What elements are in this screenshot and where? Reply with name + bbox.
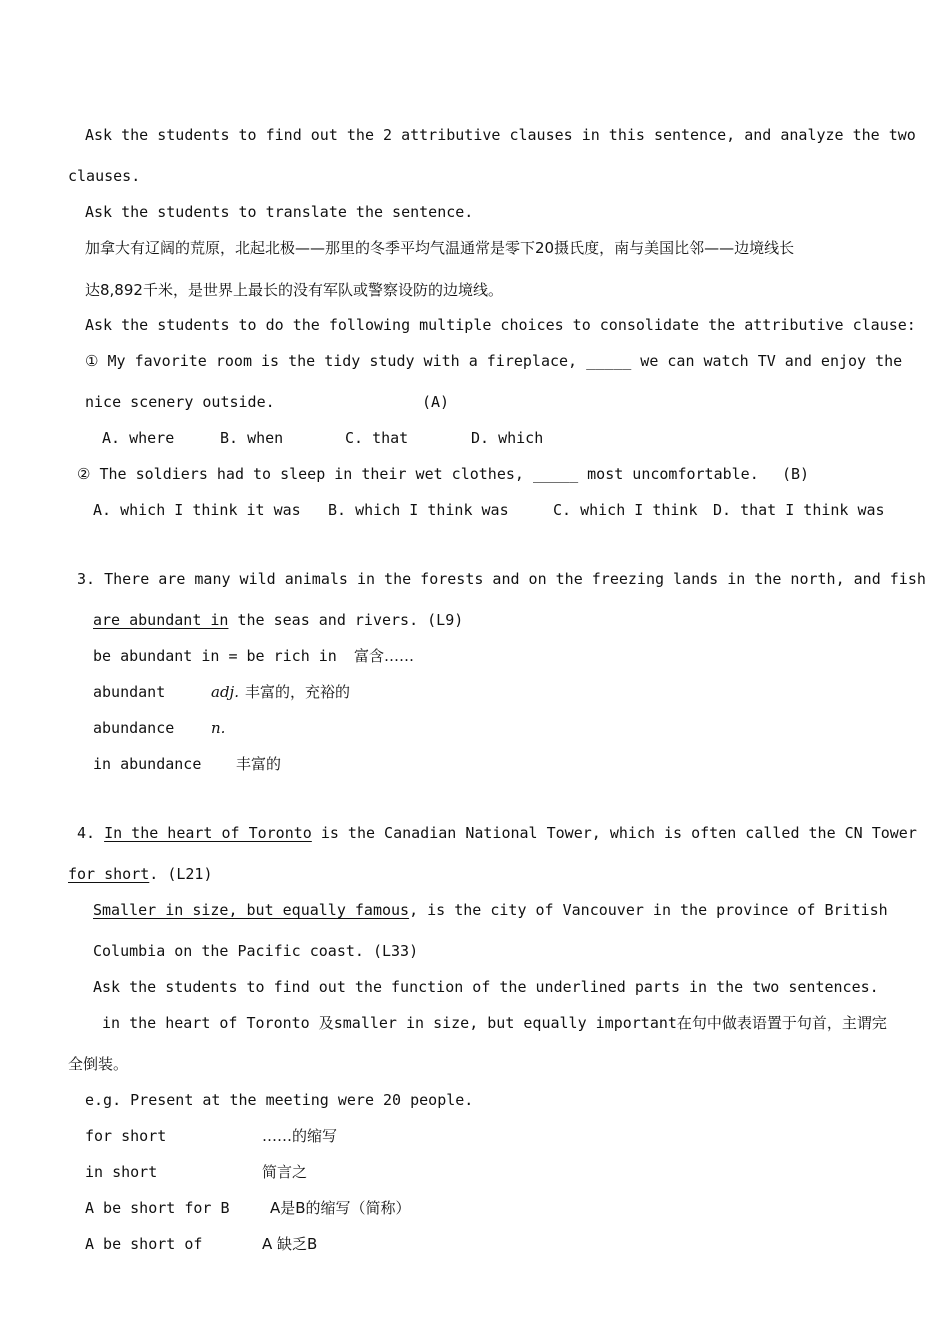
- underlined-phrase-heart-of-toronto: In the heart of Toronto: [104, 824, 312, 842]
- underlined-phrase-smaller-in-size: Smaller in size, but equally famous: [93, 901, 410, 919]
- section-4-sentence-2-rest: , is the city of Vancouver in the province of British: [409, 901, 888, 919]
- question-1-option-d: D. which: [471, 429, 544, 447]
- underlined-phrase-for-short: for short: [68, 865, 150, 883]
- phrase-for-short-meaning: ……的缩写: [262, 1127, 338, 1145]
- question-1-option-b: B. when: [220, 429, 284, 447]
- section-3-sentence-rest: the seas and rivers. (L9): [228, 611, 464, 629]
- word-abundance-pos: n.: [211, 719, 226, 737]
- word-abundant-pos: adj.: [211, 683, 239, 701]
- question-2-text-a: ② The soldiers had to sleep in their wet clothes,: [77, 465, 533, 483]
- instruction-find-clauses-cont: clauses.: [68, 167, 141, 185]
- phrase-be-short-for-meaning: A是B的缩写（简称）: [270, 1199, 411, 1217]
- section-3-sentence-line-1: 3. There are many wild animals in the forests and on the freezing lands in the north, and fish: [77, 570, 926, 588]
- phrase-be-short-for: A be short for B: [85, 1199, 230, 1217]
- instruction-translate: Ask the students to translate the sentence.: [85, 203, 474, 221]
- question-2-answer: (B): [782, 465, 810, 483]
- phrase-in-abundance: in abundance: [93, 755, 202, 773]
- underlined-phrase-abundant: are abundant in: [93, 611, 229, 629]
- question-1-option-a: A. where: [102, 429, 175, 447]
- word-abundant: abundant: [93, 683, 166, 701]
- section-3-sentence-line-2: [93, 610, 463, 630]
- section-4-sentence-line-2: [68, 864, 213, 884]
- question-2-option-d: D. that I think was: [713, 501, 885, 519]
- translation-line-2: 达8,892千米，是世界上最长的没有军队或警察设防的边境线。: [85, 281, 503, 299]
- phrase-in-short: in short: [85, 1163, 158, 1181]
- section-4-number: 4.: [77, 824, 105, 842]
- question-2-option-b: B. which I think was: [328, 501, 509, 519]
- section-4-sentence-2-line-1: [93, 900, 888, 920]
- question-1-option-c: C. that: [345, 429, 409, 447]
- word-abundant-meaning: 丰富的，充裕的: [245, 683, 351, 701]
- question-2-option-a: A. which I think it was: [93, 501, 301, 519]
- section-4-sentence-2-line-2: Columbia on the Pacific coast. (L33): [93, 942, 419, 960]
- section-4-line-ref: . (L21): [149, 865, 213, 883]
- question-1-text-b: we can watch TV and enjoy the: [631, 352, 903, 370]
- explanation-line-1: in the heart of Toronto 及smaller in size, but equally important在句中做表语置于句首，主谓完: [102, 1014, 887, 1032]
- phrase-in-short-meaning: 简言之: [262, 1163, 308, 1181]
- phrase-be-short-of-meaning: A 缺乏B: [262, 1235, 318, 1253]
- explanation-line-2: 全倒装。: [68, 1055, 129, 1073]
- question-2-text-b: most uncomfortable.: [578, 465, 759, 483]
- instruction-multiple-choice: Ask the students to do the following multiple choices to consolidate the attributive clause:: [85, 316, 916, 334]
- question-1-answer: (A): [422, 393, 450, 411]
- instruction-find-function: Ask the students to find out the function of the underlined parts in the two sentences.: [93, 978, 879, 996]
- translation-line-1: 加拿大有辽阔的荒原，北起北极——那里的冬季平均气温通常是零下20摄氏度，南与美国比邻——边境线长: [85, 239, 795, 257]
- instruction-find-clauses: Ask the students to find out the 2 attributive clauses in this sentence, and analyze the two: [85, 126, 916, 144]
- phrase-be-abundant-in-meaning: 富含……: [354, 647, 415, 665]
- phrase-in-abundance-meaning: 丰富的: [236, 755, 282, 773]
- phrase-be-abundant-in: be abundant in = be rich in: [93, 647, 337, 665]
- question-2-line-1: [77, 464, 759, 484]
- example-sentence: e.g. Present at the meeting were 20 people.: [85, 1091, 474, 1109]
- question-1-text-a: ① My favorite room is the tidy study with a fireplace,: [85, 352, 587, 370]
- question-1-line-2: nice scenery outside.: [85, 393, 275, 411]
- section-4-sentence-line-1: [77, 823, 917, 843]
- question-2-blank: _____: [532, 465, 579, 483]
- question-2-option-c: C. which I think: [553, 501, 698, 519]
- phrase-for-short: for short: [85, 1127, 167, 1145]
- question-1-line-1: [85, 351, 902, 371]
- question-1-blank: _____: [586, 352, 632, 370]
- word-abundance: abundance: [93, 719, 175, 737]
- section-4-sentence-rest: is the Canadian National Tower, which is often called the CN Tower: [311, 824, 917, 842]
- phrase-be-short-of: A be short of: [85, 1235, 203, 1253]
